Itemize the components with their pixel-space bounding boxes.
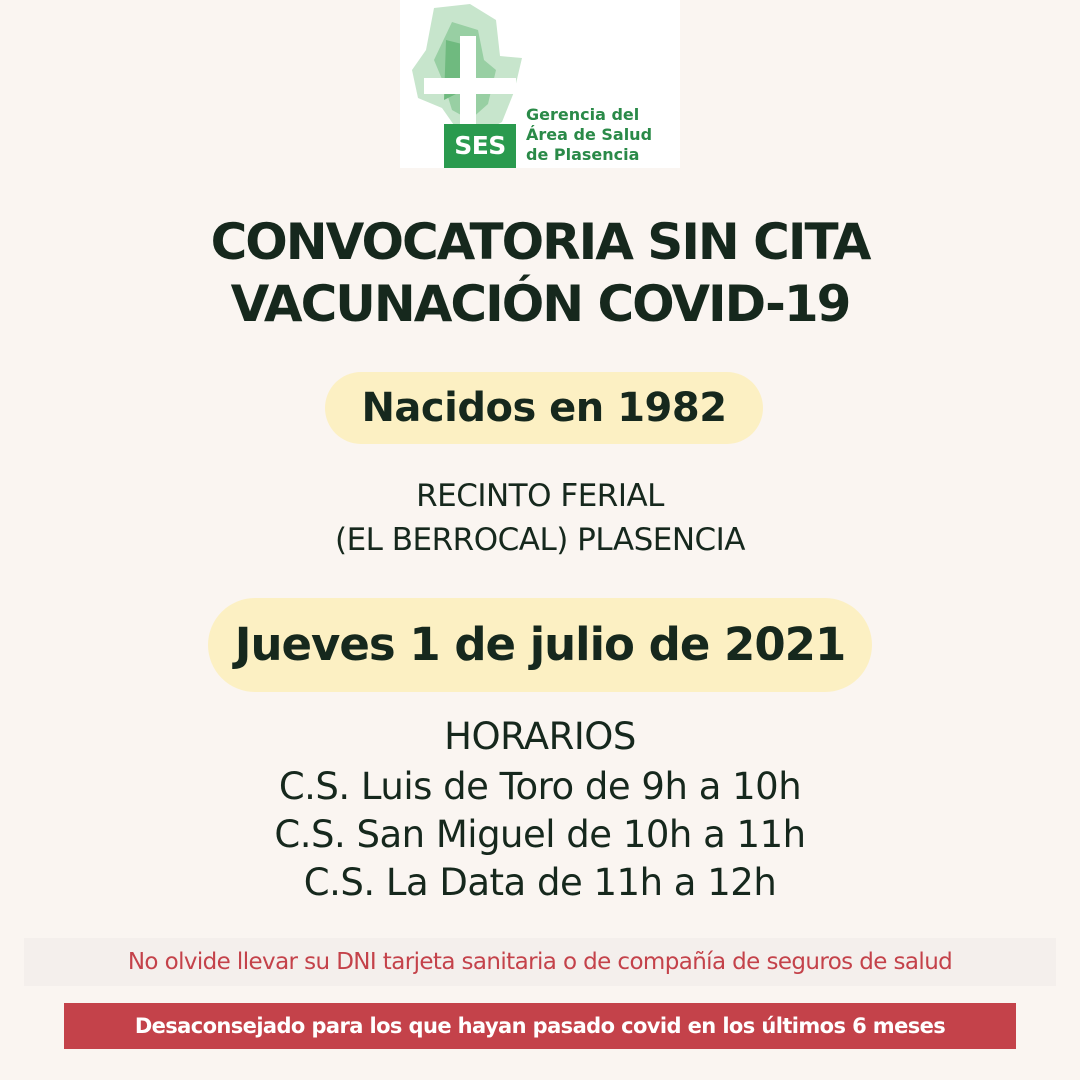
title-line-1: CONVOCATORIA SIN CITA (210, 213, 870, 271)
schedule-item: C.S. San Miguel de 10h a 11h (274, 813, 806, 856)
org-name-line-2: Área de Salud (526, 125, 653, 144)
location-line-1: RECINTO FERIAL (416, 478, 664, 514)
location-line-2: (EL BERROCAL) PLASENCIA (334, 522, 746, 558)
warning-banner: Desaconsejado para los que hayan pasado covid en los últimos 6 meses (64, 1003, 1016, 1049)
org-name (526, 105, 676, 165)
birth-year-badge: Nacidos en 1982 (325, 372, 763, 444)
org-name-line-1: Gerencia del (526, 105, 640, 124)
schedule-item: C.S. Luis de Toro de 9h a 10h (278, 765, 802, 808)
reminder-note: No olvide llevar su DNI tarjeta sanitaria o de compañía de seguros de salud (24, 938, 1056, 986)
schedule-heading: HORARIOS (444, 715, 636, 758)
date-badge: Jueves 1 de julio de 2021 (208, 598, 872, 692)
ses-badge: SES (444, 124, 516, 168)
title-line-2: VACUNACIÓN COVID-19 (230, 275, 850, 333)
ses-logo (400, 0, 680, 168)
org-name-line-3: de Plasencia (526, 145, 640, 164)
schedule-item: C.S. La Data de 11h a 12h (303, 861, 777, 904)
